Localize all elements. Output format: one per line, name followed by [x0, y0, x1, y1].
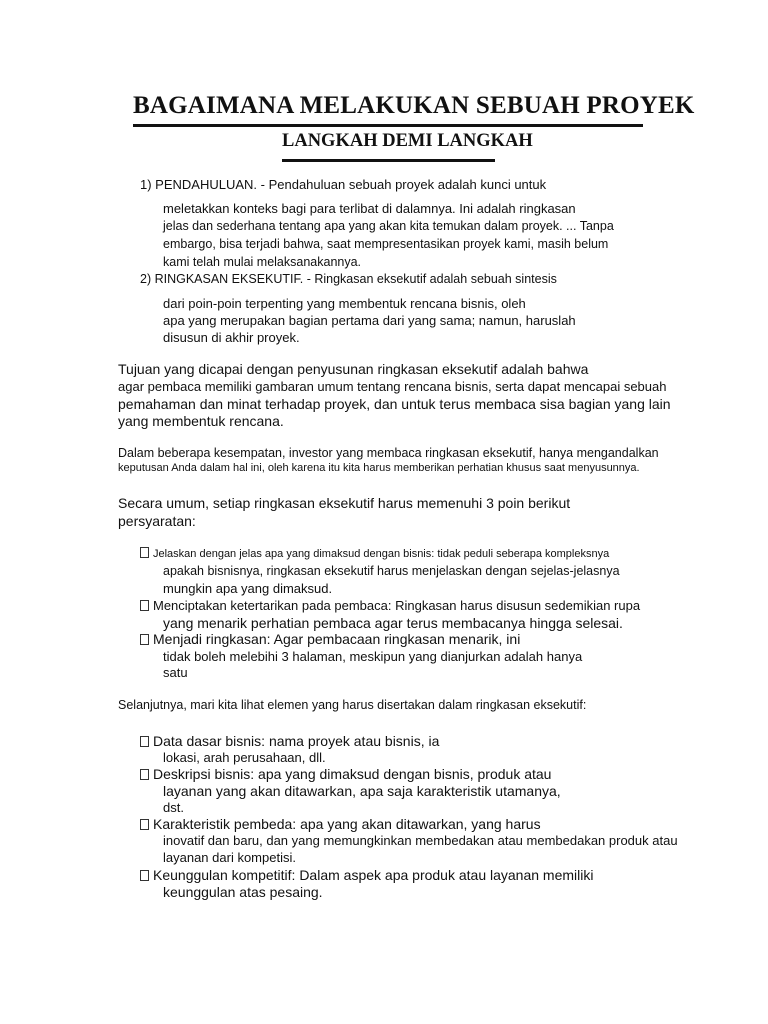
document-subtitle: LANGKAH DEMI LANGKAH — [282, 131, 533, 151]
section2-line2: dari poin-poin terpenting yang membentuk rencana bisnis, oleh — [163, 296, 526, 311]
element-2-line1: Deskripsi bisnis: apa yang dimaksud dengan bisnis, produk atau — [153, 766, 552, 782]
goal-line2: agar pembaca memiliki gambaran umum tentang rencana bisnis, serta dapat mencapai sebuah — [118, 379, 667, 394]
element-4-line2: keunggulan atas pesaing. — [163, 884, 323, 900]
requirement-3-line3: satu — [163, 665, 188, 680]
goal-line1: Tujuan yang dicapai dengan penyusunan ringkasan eksekutif adalah bahwa — [118, 361, 589, 377]
title-underline — [133, 124, 643, 127]
bullet-box-icon — [140, 634, 149, 645]
section2-line4: disusun di akhir proyek. — [163, 330, 300, 345]
requirements-intro-line1: Secara umum, setiap ringkasan eksekutif harus memenuhi 3 poin berikut — [118, 495, 571, 511]
element-3-line2: inovatif dan baru, dan yang memungkinkan membedakan atau membedakan produk atau — [163, 833, 678, 848]
requirement-2-line1: Menciptakan ketertarikan pada pembaca: Ringkasan harus disusun sedemikian rupa — [153, 598, 641, 613]
requirement-item — [140, 598, 640, 613]
goal-line4: yang membentuk rencana. — [118, 413, 284, 429]
element-3-line3: layanan dari kompetisi. — [163, 850, 296, 865]
element-4-line1: Keunggulan kompetitif: Dalam aspek apa produk atau layanan memiliki — [153, 867, 594, 883]
bullet-box-icon — [140, 600, 149, 611]
bullet-box-icon — [140, 819, 149, 830]
element-1-line1: Data dasar bisnis: nama proyek atau bisnis, ia — [153, 733, 440, 749]
element-2-line3: dst. — [163, 800, 184, 815]
bullet-box-icon — [140, 870, 149, 881]
element-1-line2: lokasi, arah perusahaan, dll. — [163, 750, 326, 765]
investor-line1: Dalam beberapa kesempatan, investor yang membaca ringkasan eksekutif, hanya mengandalkan — [118, 446, 659, 460]
section1-line5: kami telah mulai melaksanakannya. — [163, 255, 362, 269]
requirement-3-line2: tidak boleh melebihi 3 halaman, meskipun yang dianjurkan adalah hanya — [163, 649, 583, 664]
subtitle-underline — [282, 159, 495, 162]
section1-line4: embargo, bisa terjadi bahwa, saat mempresentasikan proyek kami, masih belum — [163, 237, 609, 251]
element-item — [140, 766, 551, 782]
section1-line2: meletakkan konteks bagi para terlibat di dalamnya. Ini adalah ringkasan — [163, 201, 576, 216]
bullet-box-icon — [140, 547, 149, 558]
elements-intro: Selanjutnya, mari kita lihat elemen yang harus disertakan dalam ringkasan eksekutif: — [118, 698, 587, 712]
section1-line3: jelas dan sederhana tentang apa yang akan kita temukan dalam proyek. ... Tanpa — [163, 219, 614, 233]
element-3-line1: Karakteristik pembeda: apa yang akan ditawarkan, yang harus — [153, 816, 541, 832]
element-item — [140, 733, 439, 749]
bullet-box-icon — [140, 769, 149, 780]
goal-line3: pemahaman dan minat terhadap proyek, dan untuk terus membaca sisa bagian yang lain — [118, 396, 671, 412]
bullet-box-icon — [140, 736, 149, 747]
requirement-1-line1: Jelaskan dengan jelas apa yang dimaksud dengan bisnis: tidak peduli seberapa kompleksnya — [153, 548, 610, 560]
section1-line1: 1) PENDAHULUAN. - Pendahuluan sebuah proyek adalah kunci untuk — [140, 177, 547, 192]
element-item — [140, 816, 541, 832]
section2-line1: 2) RINGKASAN EKSEKUTIF. - Ringkasan eksekutif adalah sebuah sintesis — [140, 272, 557, 286]
document-title: BAGAIMANA MELAKUKAN SEBUAH PROYEK — [133, 92, 695, 119]
section2-line3: apa yang merupakan bagian pertama dari yang sama; namun, haruslah — [163, 313, 576, 328]
requirement-2-line2: yang menarik perhatian pembaca agar terus membacanya hingga selesai. — [163, 615, 623, 631]
requirement-3-line1: Menjadi ringkasan: Agar pembacaan ringkasan menarik, ini — [153, 631, 521, 647]
requirement-1-line2: apakah bisnisnya, ringkasan eksekutif harus menjelaskan dengan sejelas-jelasnya — [163, 564, 620, 578]
requirement-item — [140, 631, 520, 647]
requirement-1-line3: mungkin apa yang dimaksud. — [163, 581, 333, 596]
requirements-intro-line2: persyaratan: — [118, 513, 196, 529]
element-2-line2: layanan yang akan ditawarkan, apa saja karakteristik utamanya, — [163, 783, 561, 799]
investor-line2: keputusan Anda dalam hal ini, oleh karena itu kita harus memberikan perhatian khusus saat menyusunnya. — [118, 462, 640, 474]
requirement-item — [140, 547, 609, 560]
element-item — [140, 867, 593, 883]
